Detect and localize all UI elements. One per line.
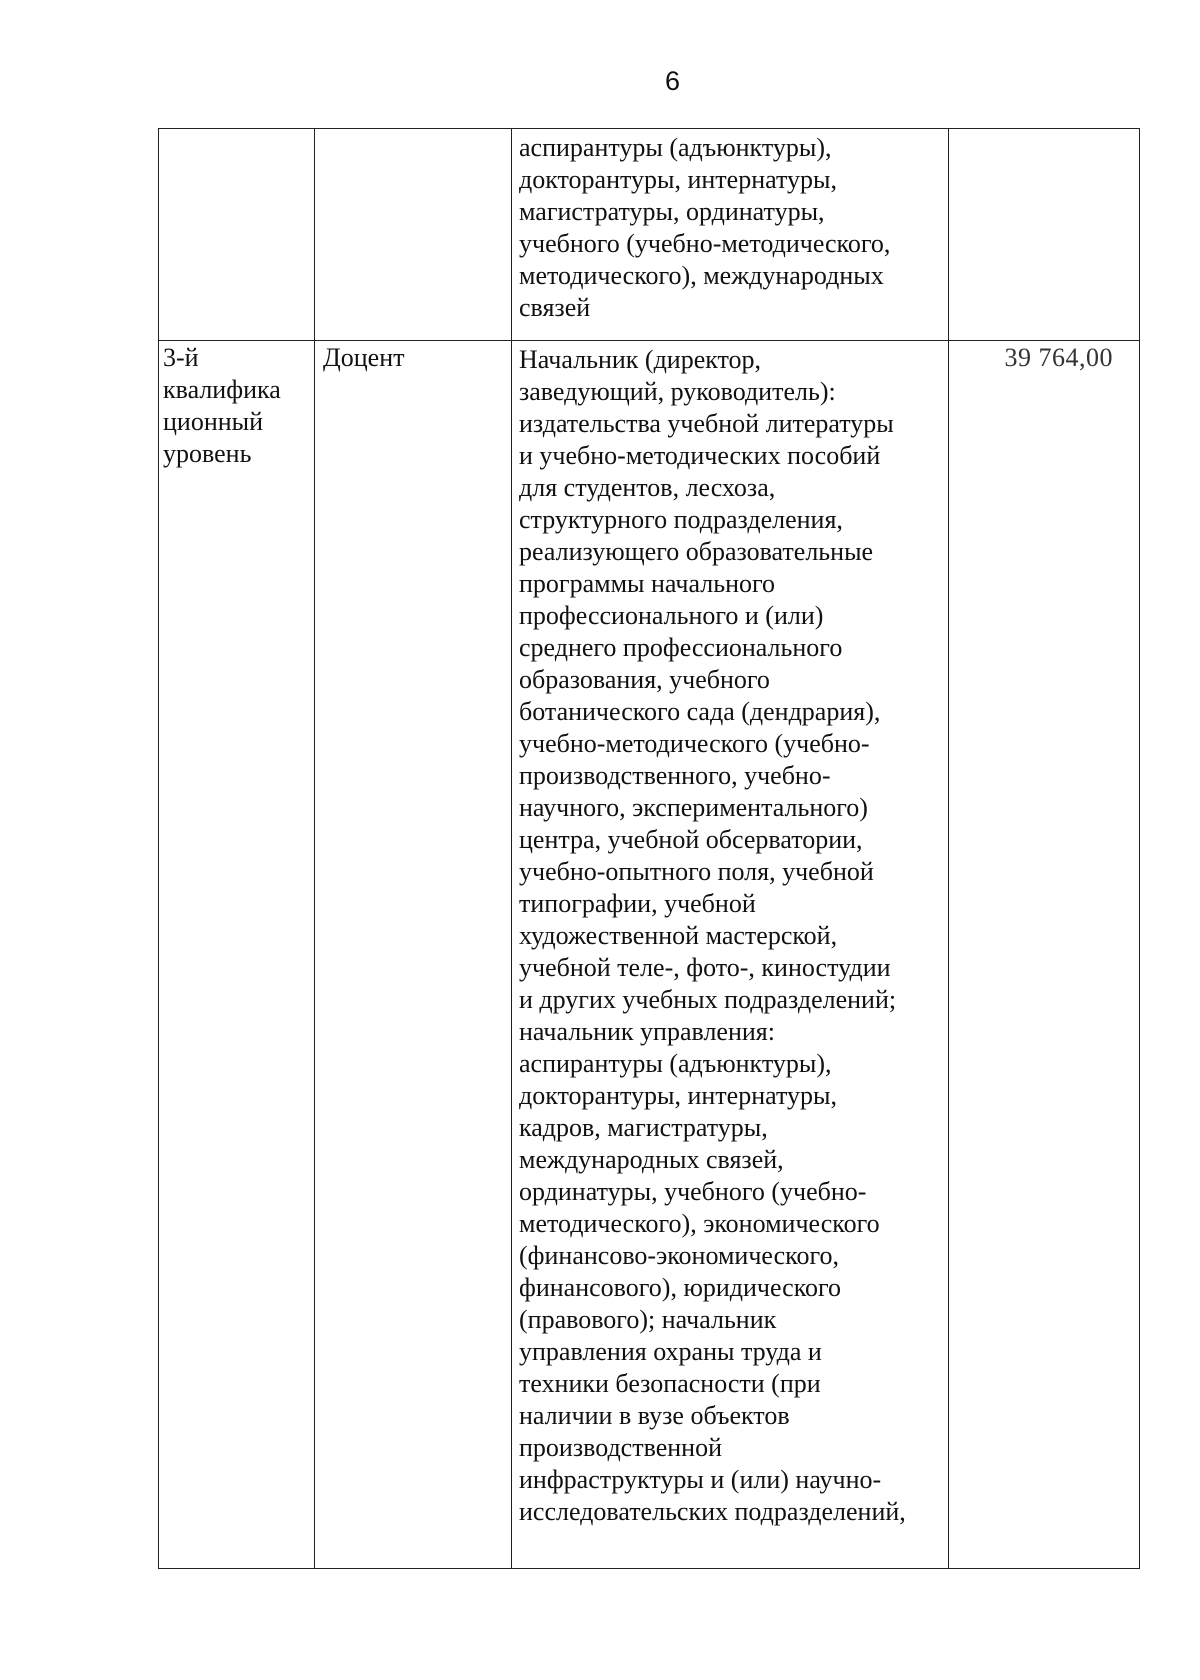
duties-cell <box>512 341 949 1569</box>
salary-cell <box>949 129 1140 341</box>
duties-line: международных связей, <box>519 1145 784 1174</box>
qualification-level-line: квалифика <box>163 375 281 404</box>
qualification-level-cell <box>159 341 315 1569</box>
duties-line: наличии в вузе объектов <box>519 1401 790 1430</box>
duties-line: научного, экспериментального) <box>519 793 868 822</box>
table-row <box>159 341 1140 1569</box>
duties-line: начальник управления: <box>519 1017 775 1046</box>
duties-line: исследовательских подразделений, <box>519 1497 906 1526</box>
duties-line: учебно-опытного поля, учебной <box>519 857 874 886</box>
duties-line: учебной теле-, фото-, киностудии <box>519 953 891 982</box>
duties-line: аспирантуры (адъюнктуры), <box>519 1049 832 1078</box>
duties-line: профессионального и (или) <box>519 601 824 630</box>
duties-line: техники безопасности (при <box>519 1369 821 1398</box>
duties-line: программы начального <box>519 569 776 598</box>
duties-line: типографии, учебной <box>519 889 756 918</box>
duties-line: структурного подразделения, <box>519 505 843 534</box>
duties-line: (финансово-экономического, <box>519 1241 839 1270</box>
duties-line: и других учебных подразделений; <box>519 985 897 1014</box>
duties-line: финансового), юридического <box>519 1273 842 1302</box>
duties-cell <box>512 129 949 341</box>
duties-line: (правового); начальник <box>519 1305 777 1334</box>
duties-line: издательства учебной литературы <box>519 409 894 438</box>
duties-line: производственной <box>519 1433 722 1462</box>
duties-line: управления охраны труда и <box>519 1337 822 1366</box>
page-number: 6 <box>664 66 681 96</box>
duties-line: связей <box>519 293 591 322</box>
duties-line: инфраструктуры и (или) научно- <box>519 1465 882 1494</box>
duties-line: среднего профессионального <box>519 633 843 662</box>
duties-line: для студентов, лесхоза, <box>519 473 776 502</box>
duties-line: магистратуры, ординатуры, <box>519 197 825 226</box>
qualification-level-line: уровень <box>163 439 252 468</box>
duties-line: докторантуры, интернатуры, <box>519 1081 837 1110</box>
position-cell: Доцент <box>315 341 512 1569</box>
duties-line: ботанического сада (дендрария), <box>519 697 881 726</box>
qualification-level-cell <box>159 129 315 341</box>
duties-line: центра, учебной обсерватории, <box>519 825 863 854</box>
duties-line: художественной мастерской, <box>519 921 838 950</box>
duties-line: кадров, магистратуры, <box>519 1113 768 1142</box>
duties-line: учебного (учебно-методического, <box>519 229 891 258</box>
duties-line: методического), международных <box>519 261 884 290</box>
salary-cell <box>949 341 1140 1569</box>
duties-line: реализующего образовательные <box>519 537 874 566</box>
duties-line: методического), экономического <box>519 1209 880 1238</box>
duties-line: и учебно-методических пособий <box>519 441 881 470</box>
duties-line: ординатуры, учебного (учебно- <box>519 1177 867 1206</box>
duties-line: производственного, учебно- <box>519 761 831 790</box>
duties-line: докторантуры, интернатуры, <box>519 165 837 194</box>
duties-line: Начальник (директор, <box>519 345 762 374</box>
position-cell <box>315 129 512 341</box>
qualification-level-line: ционный <box>163 407 264 436</box>
qualification-level-line: 3-й <box>163 343 199 372</box>
duties-line: аспирантуры (адъюнктуры), <box>519 133 832 162</box>
duties-line: заведующий, руководитель): <box>519 377 836 406</box>
table-row <box>159 129 1140 341</box>
duties-line: образования, учебного <box>519 665 770 694</box>
salary-value: 39 764,00 <box>1004 343 1113 372</box>
duties-line: учебно-методического (учебно- <box>519 729 870 758</box>
salary-table <box>158 128 1140 1569</box>
